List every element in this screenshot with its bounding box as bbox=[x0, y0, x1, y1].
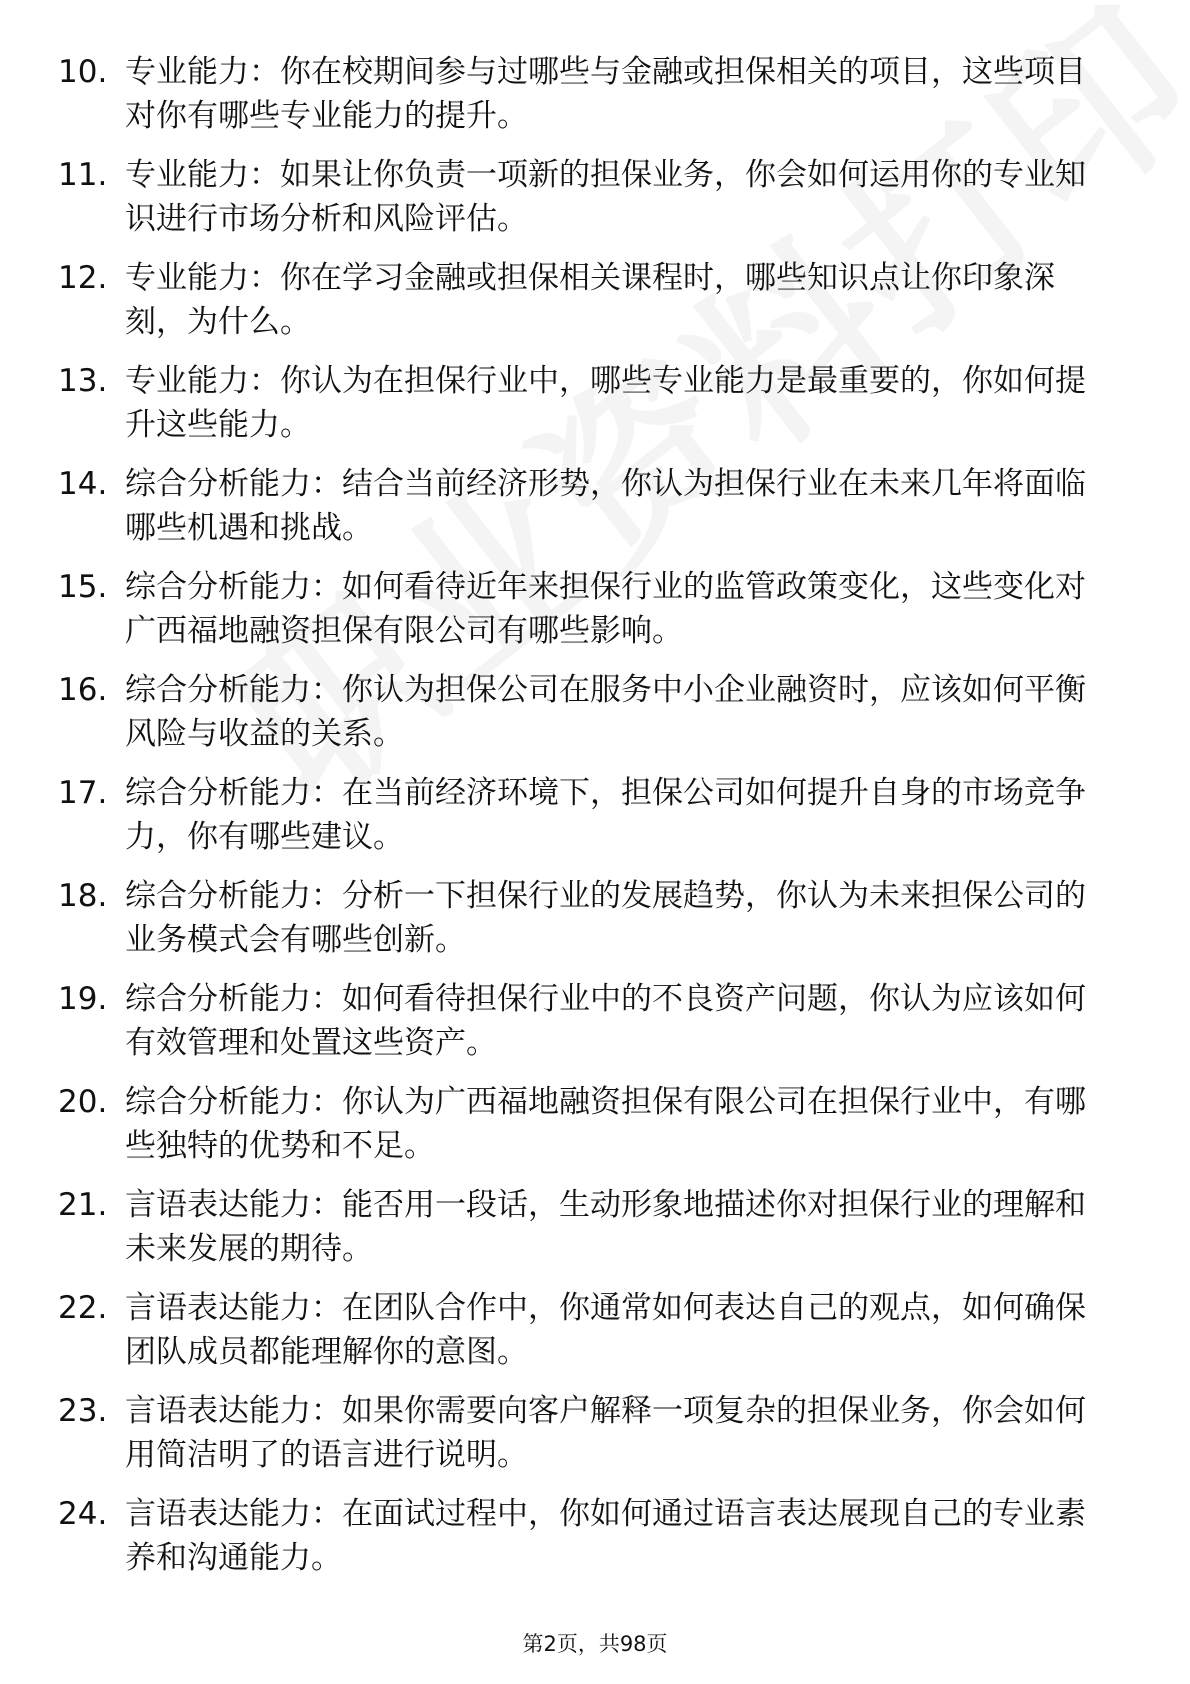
question-text: 综合分析能力：如何看待担保行业中的不良资产问题，你认为应该如何有效管理和处置这些资产。 bbox=[125, 981, 1086, 1061]
question-item bbox=[0, 1080, 1190, 1183]
question-number: 18. bbox=[58, 878, 108, 914]
question-number: 11. bbox=[58, 157, 108, 193]
question-number: 14. bbox=[58, 466, 108, 502]
question-text: 专业能力：你在学习金融或担保相关课程时，哪些知识点让你印象深刻，为什么。 bbox=[125, 260, 1055, 340]
question-text: 言语表达能力：如果你需要向客户解释一项复杂的担保业务，你会如何用简洁明了的语言进行说明。 bbox=[125, 1393, 1086, 1473]
question-text: 言语表达能力：在面试过程中，你如何通过语言表达展现自己的专业素养和沟通能力。 bbox=[125, 1496, 1086, 1576]
question-item bbox=[0, 1389, 1190, 1492]
question-text: 综合分析能力：你认为担保公司在服务中小企业融资时，应该如何平衡风险与收益的关系。 bbox=[125, 672, 1086, 752]
question-text: 言语表达能力：在团队合作中，你通常如何表达自己的观点，如何确保团队成员都能理解你的意图。 bbox=[125, 1290, 1086, 1370]
question-text: 专业能力：如果让你负责一项新的担保业务，你会如何运用你的专业知识进行市场分析和风险评估。 bbox=[125, 157, 1086, 237]
question-text: 专业能力：你认为在担保行业中，哪些专业能力是最重要的，你如何提升这些能力。 bbox=[125, 363, 1086, 443]
question-list bbox=[0, 50, 1190, 1595]
question-item bbox=[0, 977, 1190, 1080]
page-footer: 第2页，共98页 bbox=[522, 1632, 668, 1656]
question-text: 言语表达能力：能否用一段话，生动形象地描述你对担保行业的理解和未来发展的期待。 bbox=[125, 1187, 1086, 1267]
question-number: 19. bbox=[58, 981, 108, 1017]
question-item bbox=[0, 1286, 1190, 1389]
question-text: 综合分析能力：分析一下担保行业的发展趋势，你认为未来担保公司的业务模式会有哪些创新。 bbox=[125, 878, 1086, 958]
question-text: 综合分析能力：如何看待近年来担保行业的监管政策变化，这些变化对广西福地融资担保有限公司有哪些影响。 bbox=[125, 569, 1086, 649]
question-item bbox=[0, 771, 1190, 874]
question-number: 17. bbox=[58, 775, 108, 811]
question-number: 20. bbox=[58, 1084, 108, 1120]
question-text: 综合分析能力：你认为广西福地融资担保有限公司在担保行业中，有哪些独特的优势和不足。 bbox=[125, 1084, 1086, 1164]
question-item bbox=[0, 1183, 1190, 1286]
question-number: 10. bbox=[58, 54, 108, 90]
question-item bbox=[0, 668, 1190, 771]
question-text: 综合分析能力：结合当前经济形势，你认为担保行业在未来几年将面临哪些机遇和挑战。 bbox=[125, 466, 1086, 546]
question-number: 15. bbox=[58, 569, 108, 605]
question-item bbox=[0, 153, 1190, 256]
question-item bbox=[0, 565, 1190, 668]
question-number: 13. bbox=[58, 363, 108, 399]
question-text: 综合分析能力：在当前经济环境下，担保公司如何提升自身的市场竞争力，你有哪些建议。 bbox=[125, 775, 1086, 855]
question-item bbox=[0, 256, 1190, 359]
question-item bbox=[0, 462, 1190, 565]
question-text: 专业能力：你在校期间参与过哪些与金融或担保相关的项目，这些项目对你有哪些专业能力的提升。 bbox=[125, 54, 1086, 134]
question-number: 16. bbox=[58, 672, 108, 708]
question-item bbox=[0, 874, 1190, 977]
question-number: 12. bbox=[58, 260, 108, 296]
question-item bbox=[0, 359, 1190, 462]
question-item bbox=[0, 1492, 1190, 1595]
question-number: 22. bbox=[58, 1290, 108, 1326]
question-number: 24. bbox=[58, 1496, 108, 1532]
question-number: 21. bbox=[58, 1187, 108, 1223]
question-item bbox=[0, 50, 1190, 153]
question-number: 23. bbox=[58, 1393, 108, 1429]
